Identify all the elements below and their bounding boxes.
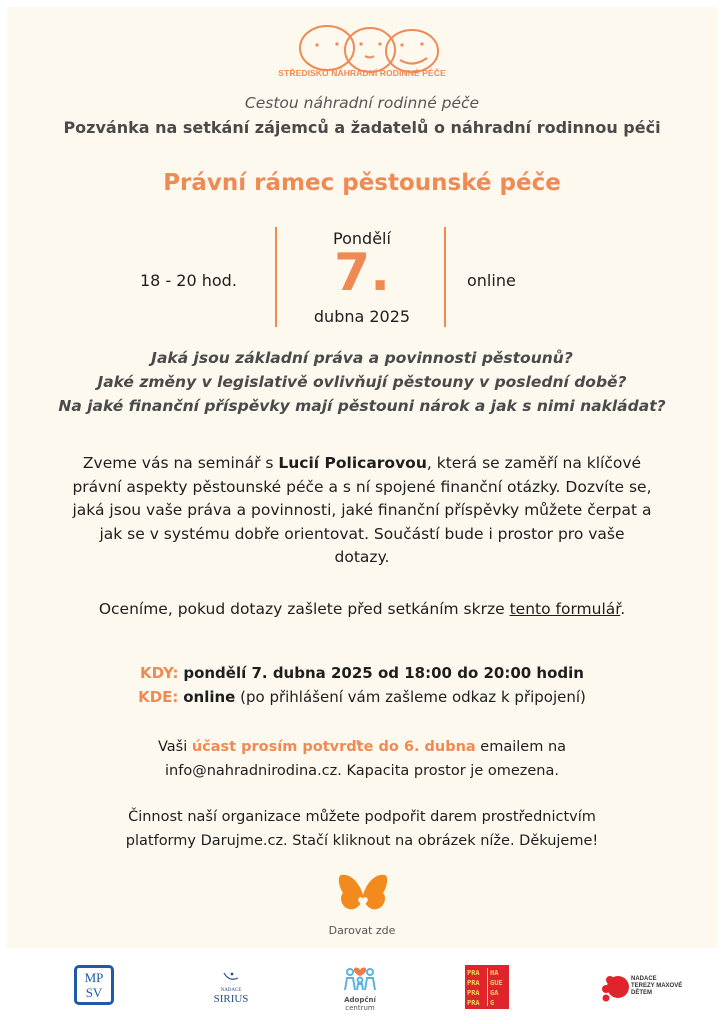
event-title: Právní rámec pěstounské péče: [163, 170, 561, 196]
where-note: (po přihlášení vám zašleme odkaz k připojení): [240, 688, 586, 706]
form-paragraph: Oceníme, pokud dotazy zašlete před setkáním skrze tento formulář.: [98, 600, 626, 618]
donate-label[interactable]: Darovat zde: [328, 924, 396, 937]
event-weekday: Pondělí: [333, 229, 391, 248]
speaker-name: Lucií Policarovou: [278, 454, 427, 472]
sponsor-logo-nadace-tereza-maxova[interactable]: NADACE TEREZY MAXOVÉ DĚTEM: [600, 970, 696, 1006]
contact-email-line: info@nahradnirodina.cz. Kapacita prostor je omezena.: [165, 763, 559, 779]
logo-face-right: [386, 30, 438, 72]
where-line: [0, 685, 724, 709]
sponsor-logo-praha[interactable]: PRA PRA PRA PRA HA GUE GA G: [465, 965, 509, 1009]
questions-block: [0, 346, 724, 418]
question: Na jaké finanční příspěvky mají pěstouni nárok a jak s nimi nakládat?: [58, 397, 666, 415]
donate-butterfly-icon[interactable]: [337, 873, 389, 923]
event-day-number: 7.: [334, 243, 390, 303]
questions-form-link[interactable]: tento formulář: [509, 600, 621, 618]
event-time: 18 - 20 hod.: [140, 271, 237, 290]
description-paragraph: Zveme vás na seminář s Lucií Policarovou, která se zaměří na klíčové právní aspekty pěstounské péče a s ní spojené finanční otázky. Dozvíte se, jaká jsou vaše práva a povinnosti, jaké finanční příspěvky můžete čerpat a jak se v systému dobře orientovat. Součástí bude i prostor pro vaše dotazy.: [72, 454, 652, 566]
where-value: online: [183, 688, 236, 706]
sponsor-logo-mpsv[interactable]: MP SV: [74, 965, 114, 1005]
logo-face-middle: [345, 28, 395, 72]
when-label: KDY:: [140, 664, 179, 682]
family-heart-icon: [342, 962, 378, 992]
event-place: online: [467, 271, 516, 290]
sirius-moon-icon: [221, 971, 241, 983]
where-label: KDE:: [138, 688, 179, 706]
when-line: [0, 661, 724, 685]
question: Jaká jsou základní práva a povinnosti pěstounů?: [151, 349, 573, 367]
when-value: pondělí 7. dubna 2025 od 18:00 do 20:00 hodin: [183, 664, 584, 682]
logo-text: STŘEDISKO NÁHRADNÍ RODINNÉ PÉČE: [278, 68, 446, 78]
sponsor-logo-sirius[interactable]: NADACE SIRIUS: [205, 970, 257, 1006]
support-paragraph: Činnost naší organizace můžete podpořit darem prostřednictvím platformy Darujme.cz. Stačí kliknout na obrázek níže. Děkujeme!: [125, 809, 599, 849]
question: Jaké změny v legislativě ovlivňují pěstouny v poslední době?: [97, 373, 627, 391]
event-month-year: dubna 2025: [313, 307, 411, 326]
event-details: [0, 661, 724, 709]
sponsor-logo-adopcni-centrum[interactable]: Adopční centrum: [340, 962, 380, 1014]
maxova-dots-icon: [600, 970, 630, 1002]
invitation-heading: Pozvánka na setkání zájemců a žadatelů o náhradní rodinnou péči: [63, 118, 661, 137]
confirm-deadline: účast prosím potvrďte do 6. dubna: [191, 739, 476, 755]
subtitle: Cestou náhradní rodinné péče: [244, 94, 480, 112]
confirmation-paragraph: Vaši účast prosím potvrďte do 6. dubna emailem na info@nahradnirodina.cz. Kapacita prostor je omezena.: [0, 735, 724, 783]
